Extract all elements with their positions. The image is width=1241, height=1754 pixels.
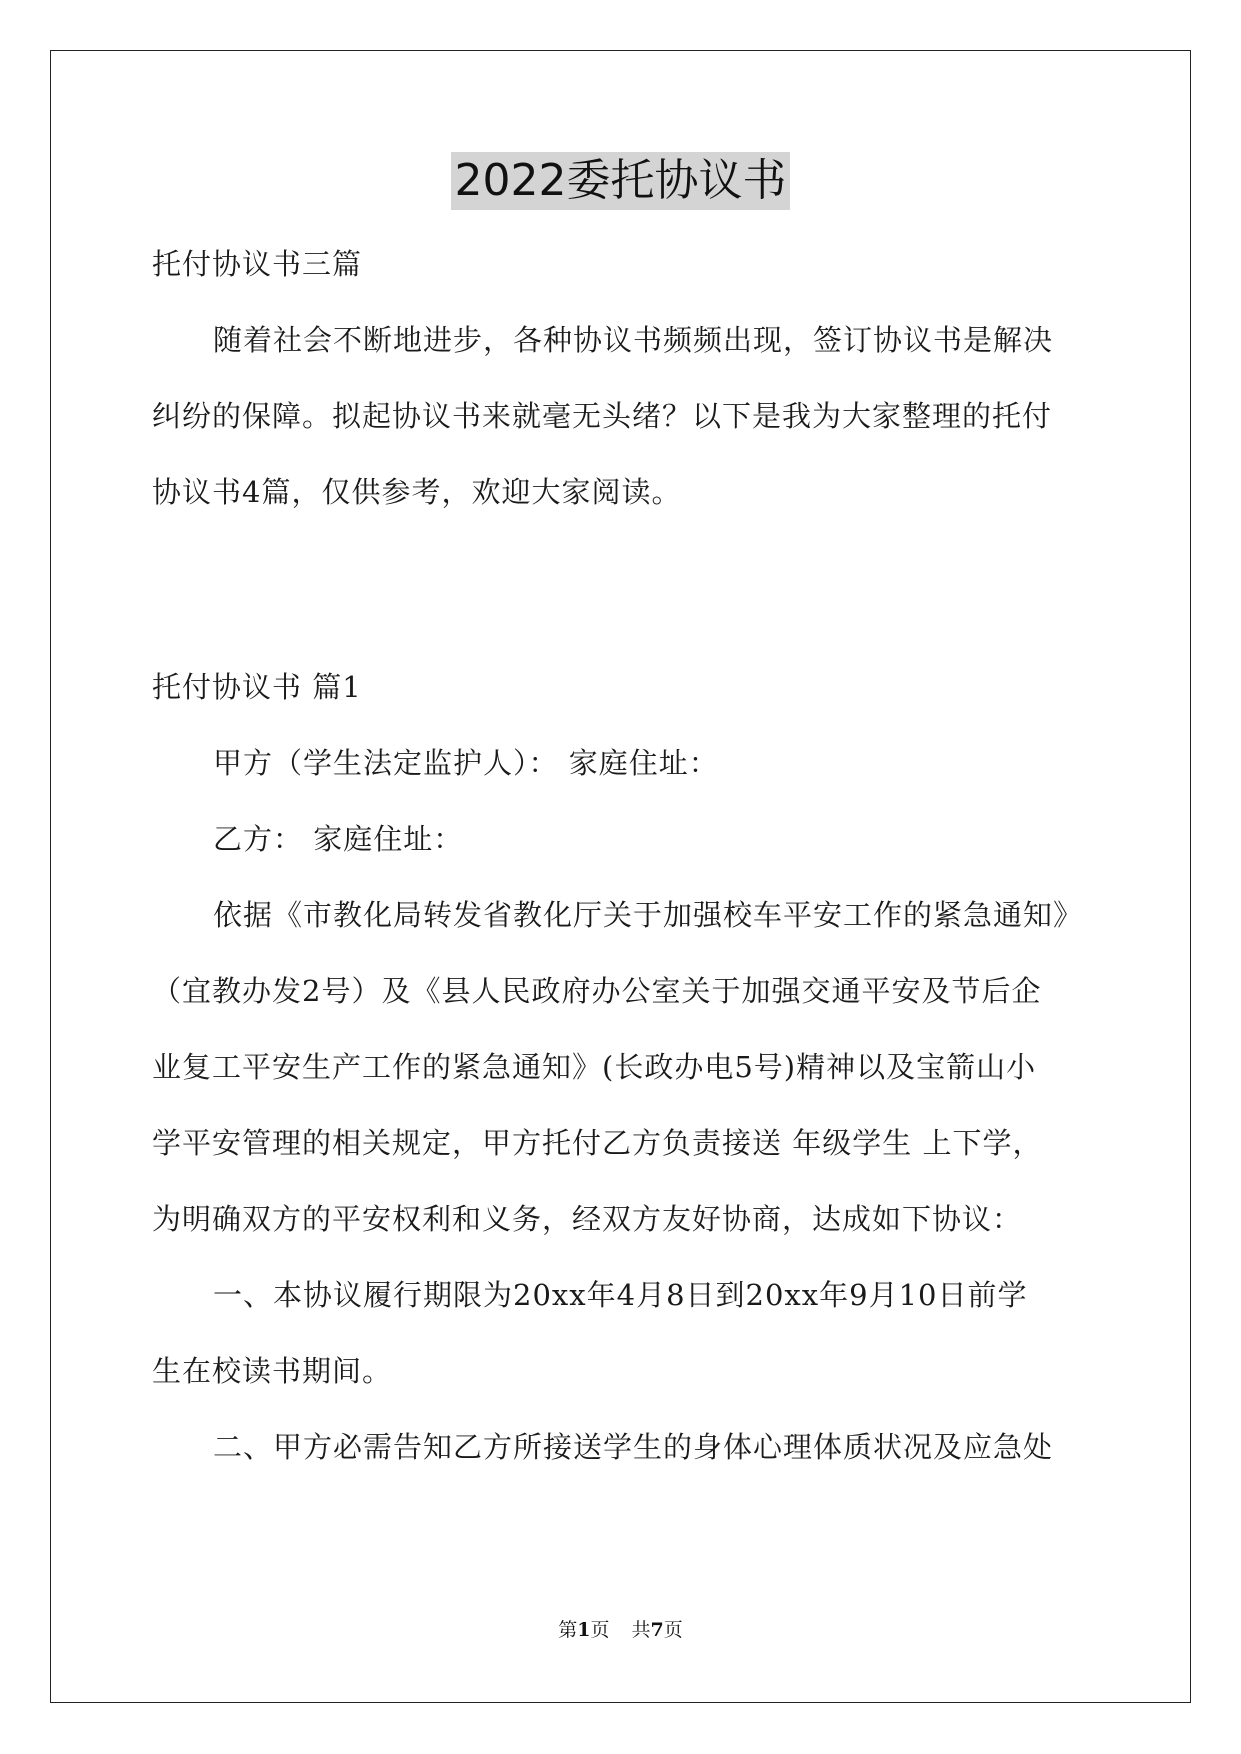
party-a-line: 甲方（学生法定监护人）： 家庭住址：	[213, 746, 719, 780]
basis-line-3: 业复工平安生产工作的紧急通知》(长政办电5号)精神以及宝箭山小	[152, 1050, 1037, 1084]
page-footer	[0, 1617, 1241, 1643]
total-prefix: 共	[631, 1619, 651, 1641]
heading-three-articles: 托付协议书三篇	[152, 247, 363, 281]
clause-one-line-1: 一、本协议履行期限为20xx年4月8日到20xx年9月10日前学	[213, 1278, 1028, 1312]
page-prefix: 第	[558, 1619, 578, 1641]
page-number: 1	[577, 1619, 591, 1641]
party-b-line: 乙方： 家庭住址：	[213, 822, 464, 856]
basis-line-4: 学平安管理的相关规定，甲方托付乙方负责接送 年级学生 上下学，	[152, 1126, 1043, 1160]
total-pages: 7	[650, 1619, 664, 1641]
basis-line-5: 为明确双方的平安权利和义务，经双方友好协商，达成如下协议：	[152, 1202, 1023, 1236]
basis-line-1: 依据《市教化局转发省教化厅关于加强校车平安工作的紧急通知》	[213, 898, 1084, 932]
intro-line-2: 纠纷的保障。拟起协议书来就毫无头绪？以下是我为大家整理的托付	[152, 399, 1053, 433]
section-heading-article-1: 托付协议书 篇1	[152, 670, 362, 704]
intro-line-1: 随着社会不断地进步，各种协议书频频出现，签订协议书是解决	[213, 323, 1054, 357]
title-container	[0, 152, 1241, 210]
basis-line-2: （宜教办发2号）及《县人民政府办公室关于加强交通平安及节后企	[152, 974, 1042, 1008]
total-suffix: 页	[663, 1619, 683, 1641]
page-suffix: 页	[590, 1619, 610, 1641]
intro-line-3: 协议书4篇，仅供参考，欢迎大家阅读。	[152, 475, 682, 509]
document-title: 2022委托协议书	[451, 152, 791, 210]
clause-two-line-1: 二、甲方必需告知乙方所接送学生的身体心理体质状况及应急处	[213, 1430, 1054, 1464]
clause-one-line-2: 生在校读书期间。	[152, 1354, 393, 1388]
